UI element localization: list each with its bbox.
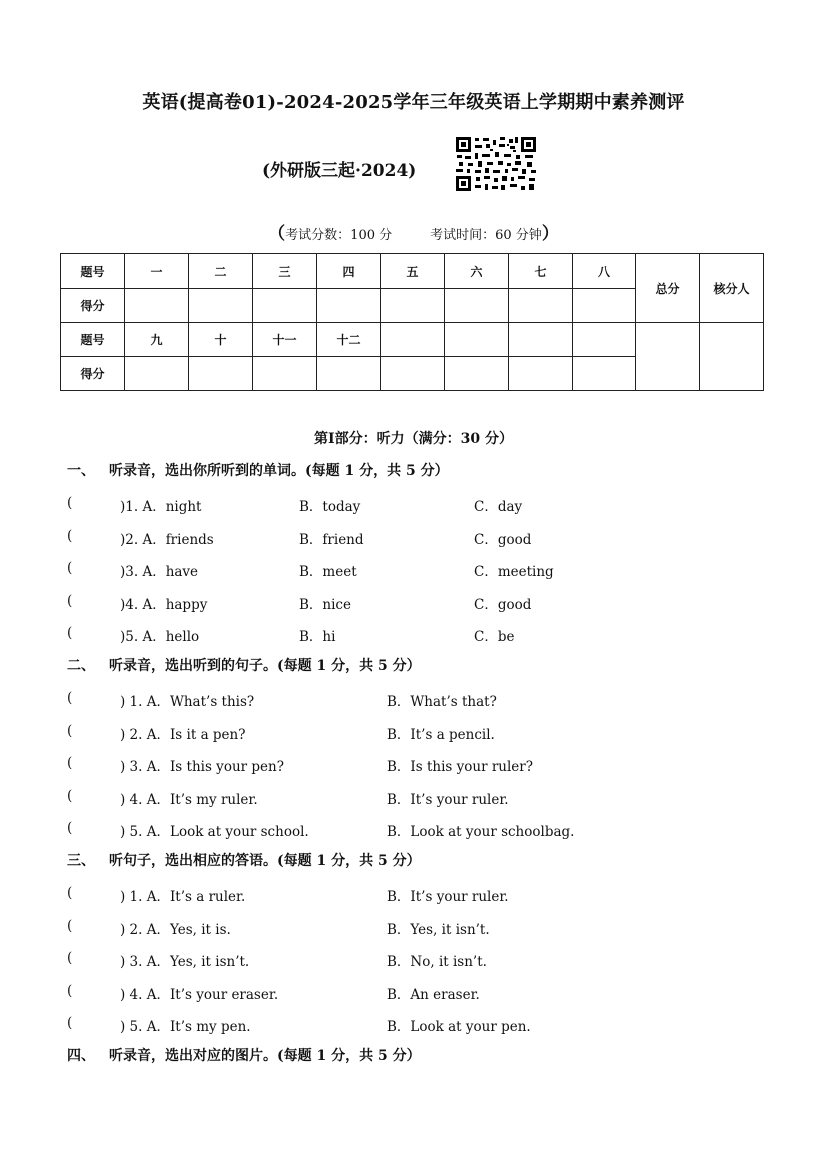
- answer-blank[interactable]: (: [67, 787, 73, 804]
- label-defen: 得分: [61, 289, 125, 323]
- section-number: 一、: [67, 463, 95, 479]
- answer-blank[interactable]: (: [67, 950, 73, 966]
- checker-header: 核分人: [700, 254, 764, 323]
- option-a: ) 3. A．Is this your pen?: [120, 759, 284, 775]
- question-item: [67, 528, 767, 548]
- option-a: ) 5. A．Look at your school.: [120, 824, 309, 840]
- part1-title: 第Ⅰ部分：听力（满分：30 分）: [314, 431, 513, 447]
- question-item: [67, 593, 767, 613]
- question-item: [67, 885, 767, 905]
- option-a: ) 1. A．What’s this?: [120, 694, 255, 710]
- option-b: B．What’s that?: [387, 694, 497, 710]
- option-b: B．An eraser.: [387, 986, 480, 1003]
- score-cell[interactable]: [317, 357, 381, 391]
- option-b: B．No, it isn’t.: [387, 954, 487, 970]
- label-defen: 得分: [61, 357, 125, 391]
- answer-blank[interactable]: (: [67, 592, 73, 609]
- section-number: 三、: [67, 853, 95, 869]
- option-b: B．Yes, it isn’t.: [387, 921, 490, 938]
- score-cell[interactable]: [381, 289, 445, 323]
- answer-blank[interactable]: (: [67, 690, 73, 706]
- answer-blank[interactable]: (: [67, 755, 73, 771]
- section-heading: [67, 655, 421, 675]
- option-a: ) 2. A．Yes, it is.: [120, 921, 231, 938]
- exam-time: 考试时间：60 分钟: [430, 228, 542, 243]
- option-b: B．today: [299, 499, 361, 515]
- question-item: [67, 625, 767, 645]
- option-b: B．Look at your schoolbag.: [387, 824, 575, 840]
- score-cell[interactable]: [189, 289, 253, 323]
- option-c: C．good: [474, 596, 532, 613]
- label-tihao: 题号: [61, 323, 125, 357]
- option-a: )2. A．friends: [120, 531, 214, 548]
- section-title: 听句子，选出相应的答语。(每题 1 分，共 5 分）: [109, 853, 421, 869]
- question-item: [67, 820, 767, 840]
- answer-blank[interactable]: (: [67, 527, 73, 544]
- score-cell[interactable]: [253, 357, 317, 391]
- answer-blank[interactable]: (: [67, 917, 73, 934]
- question-item: [67, 723, 767, 743]
- section-number: 四、: [67, 1048, 95, 1064]
- label-tihao: 题号: [61, 254, 125, 289]
- option-c: C．good: [474, 531, 532, 548]
- option-a: )1. A．night: [120, 499, 202, 515]
- checker-cell[interactable]: [700, 323, 764, 391]
- answer-blank[interactable]: (: [67, 1015, 73, 1031]
- option-b: B．Look at your pen.: [387, 1019, 531, 1035]
- score-cell[interactable]: [317, 289, 381, 323]
- section-heading: [67, 1045, 421, 1065]
- section-title: 听录音，选出听到的句子。(每题 1 分，共 5 分）: [109, 658, 421, 674]
- score-cell[interactable]: [381, 357, 445, 391]
- exam-score: 考试分数：100 分: [285, 228, 393, 243]
- option-a: ) 3. A．Yes, it isn’t.: [120, 954, 250, 970]
- section-title: 听录音，选出你所听到的单词。(每题 1 分，共 5 分）: [109, 463, 449, 479]
- question-item: [67, 560, 767, 580]
- score-cell[interactable]: [125, 357, 189, 391]
- question-item: [67, 495, 767, 515]
- score-cell[interactable]: [573, 289, 636, 323]
- question-item: [67, 1015, 767, 1035]
- answer-blank[interactable]: (: [67, 982, 73, 999]
- score-cell[interactable]: [509, 357, 573, 391]
- score-table: 题号 一 二 三 四 五 六 七 八 总分 核分人 得分 题号 九 十 十一 十二 得分: [60, 253, 764, 391]
- option-a: ) 1. A．It’s a ruler.: [120, 889, 246, 905]
- option-b: B．meet: [299, 564, 357, 580]
- option-b: B．It’s your ruler.: [387, 889, 509, 905]
- score-cell[interactable]: [445, 289, 509, 323]
- option-c: C．meeting: [474, 564, 554, 580]
- question-item: [67, 788, 767, 808]
- score-cell[interactable]: [189, 357, 253, 391]
- option-b: B．It’s a pencil.: [387, 726, 495, 743]
- total-header: 总分: [636, 254, 700, 323]
- option-a: ) 2. A．Is it a pen?: [120, 726, 246, 743]
- section-title: 听录音，选出对应的图片。(每题 1 分，共 5 分）: [109, 1048, 421, 1064]
- answer-blank[interactable]: (: [67, 885, 73, 901]
- total-score-cell[interactable]: [636, 323, 700, 391]
- answer-blank[interactable]: (: [67, 495, 73, 511]
- option-a: ) 4. A．It’s your eraser.: [120, 986, 279, 1003]
- option-b: B．friend: [299, 531, 364, 548]
- section-heading: [67, 460, 449, 480]
- exam-title: 英语(提高卷01)-2024-2025学年三年级英语上学期期中素养测评: [142, 92, 685, 113]
- answer-blank[interactable]: (: [67, 722, 73, 739]
- section-heading: [67, 850, 421, 870]
- question-item: [67, 983, 767, 1003]
- exam-subtitle: (外研版三起·2024): [262, 161, 417, 181]
- option-a: ) 5. A．It’s my pen.: [120, 1019, 251, 1035]
- answer-blank[interactable]: (: [67, 560, 73, 576]
- option-c: C．day: [474, 499, 523, 515]
- option-b: B．It’s your ruler.: [387, 791, 509, 808]
- answer-blank[interactable]: (: [67, 625, 73, 641]
- option-c: C．be: [474, 629, 515, 645]
- question-item: [67, 918, 767, 938]
- score-cell[interactable]: [125, 289, 189, 323]
- score-cell[interactable]: [253, 289, 317, 323]
- option-a: )4. A．happy: [120, 596, 208, 613]
- option-b: B．hi: [299, 629, 336, 645]
- question-item: [67, 690, 767, 710]
- exam-info: （考试分数：100 分 考试时间：60 分钟）: [268, 224, 559, 244]
- score-cell[interactable]: [445, 357, 509, 391]
- option-a: )3. A．have: [120, 564, 199, 580]
- score-cell[interactable]: [573, 357, 636, 391]
- question-item: [67, 755, 767, 775]
- option-b: B．Is this your ruler?: [387, 759, 533, 775]
- option-a: )5. A．hello: [120, 629, 200, 645]
- score-cell[interactable]: [509, 289, 573, 323]
- section-number: 二、: [67, 658, 95, 674]
- option-a: ) 4. A．It’s my ruler.: [120, 791, 258, 808]
- question-item: [67, 950, 767, 970]
- qr-code-icon: [455, 136, 537, 192]
- answer-blank[interactable]: (: [67, 820, 73, 836]
- option-b: B．nice: [299, 596, 351, 613]
